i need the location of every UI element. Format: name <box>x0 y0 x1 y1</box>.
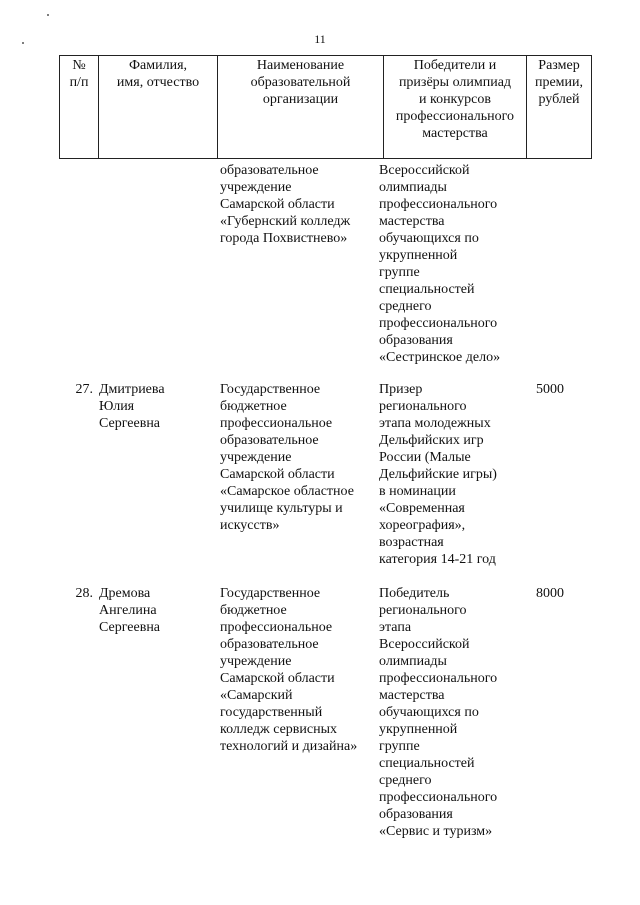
header-org: Наименование образовательной организации <box>218 56 384 159</box>
row-winners: Призер регионального этапа молодежных Дельфийских игр России (Малые Дельфийские игры) в номинации «Современная хореография», возрастная категория 14-21 год <box>379 382 497 567</box>
row-num: 27. <box>75 382 93 397</box>
header-winners: Победители и призёры олимпиад и конкурсов профессионального мастерства <box>384 56 527 159</box>
continuation-winners: Всероссийской олимпиады профессионального мастерства обучающихся по укрупненной группе специальностей среднего профессионального образования «Сестринское дело» <box>379 163 501 365</box>
row-num: 28. <box>75 586 93 601</box>
row-name: Дремова Ангелина Сергеевна <box>99 586 161 635</box>
header-name: Фамилия, имя, отчество <box>99 56 218 159</box>
row-prize: 8000 <box>536 586 564 601</box>
continuation-org: образовательное учреждение Самарской области «Губернский колледж города Похвистнево» <box>220 163 351 246</box>
scan-speck <box>47 14 49 16</box>
page-number: 11 <box>314 32 326 46</box>
row-prize: 5000 <box>536 382 564 397</box>
header-num: № п/п <box>60 56 99 159</box>
row-org: Государственное бюджетное профессиональное образовательное учреждение Самарской области «Самарский государственный колледж сервисных технологий и дизайна» <box>220 586 358 754</box>
header-prize: Размер премии, рублей <box>527 56 592 159</box>
row-winners: Победитель регионального этапа Всероссийской олимпиады профессионального мастерства обучающихся по укрупненной группе специальностей среднего профессионального образования «Сервис и туризм» <box>379 586 498 839</box>
row-org: Государственное бюджетное профессиональное образовательное учреждение Самарской области «Самарское областное училище культуры и искусств» <box>220 382 354 533</box>
row-name: Дмитриева Юлия Сергеевна <box>99 382 165 431</box>
table-header <box>59 55 592 159</box>
